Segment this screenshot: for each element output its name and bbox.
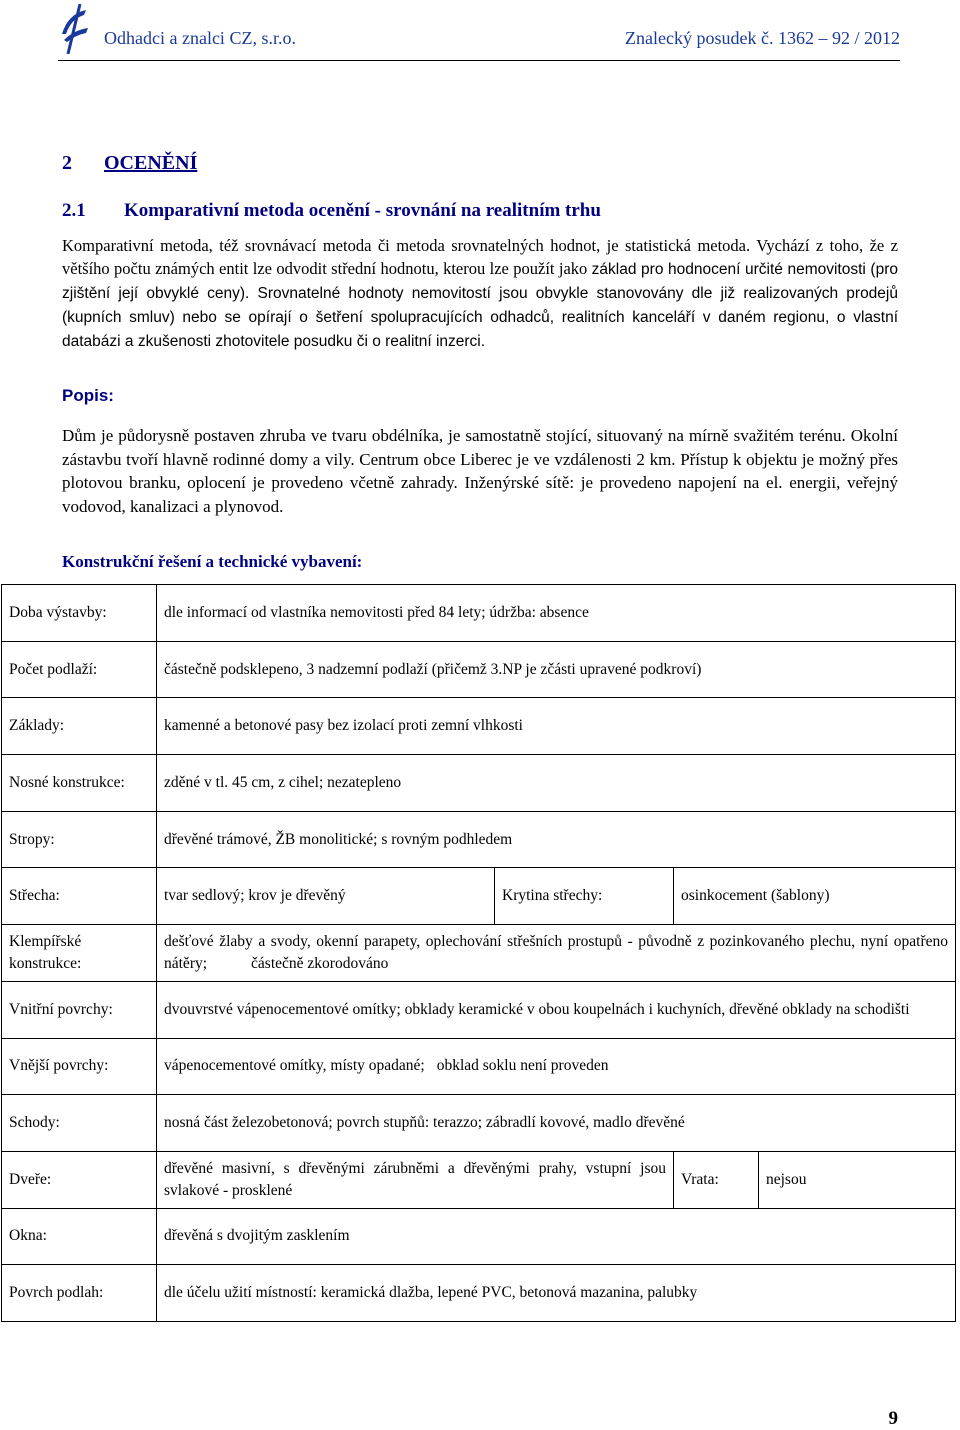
table-row [2,641,956,698]
row-value: dřevěné masivní, s dřevěnými zárubněmi a dřevěnými prahy, vstupní jsou svlakové - prosklené [157,1151,674,1208]
table-row [2,925,956,982]
subsection-number: 2.1 [62,200,86,221]
report-number: Znalecký posudek č. 1362 – 92 / 2012 [625,28,900,48]
table-row [2,755,956,812]
row-value [157,1038,956,1095]
row-value: částečně podsklepeno, 3 nadzemní podlaží (přičemž 3.NP je zčásti upravené podkroví) [157,641,956,698]
row-value: dřevěná s dvojitým zasklením [157,1208,956,1265]
row-value: nosná část železobetonová; povrch stupňů: terazzo; zábradlí kovové, madlo dřevěné [157,1095,956,1152]
subsection-heading [62,200,601,222]
row-label: Okna: [2,1208,157,1265]
table-row [2,811,956,868]
table-row [2,981,956,1038]
section-title: OCENĚNÍ [104,152,198,174]
intro-text-part1: Komparativní metoda, též srovnávací metoda či metoda srovnatelných hodnot, je statistická metoda. Vychází z toho, že z většího počtu známých entit lze odvodit střední hodnotu, kterou lze použít jako [62,236,898,278]
row-value: dvouvrstvé vápenocementové omítky; obklady keramické v obou koupelnách i kuchyních, dřevěné obklady na schodišti [157,981,956,1038]
company-name: Odhadci a znalci CZ, s.r.o. [104,28,296,48]
table-row [2,698,956,755]
section-number: 2 [62,152,72,174]
popis-heading: Popis: [62,386,114,405]
row-label: Dveře: [2,1151,157,1208]
row-value: dle účelu užití místností: keramická dlažba, lepené PVC, betonová mazanina, palubky [157,1265,956,1322]
intro-text-part2: základ pro hodnocení určité nemovitosti (pro zjištění její obvyklé ceny). Srovnatelné hodnoty nemovitostí jsou obvykle stanovovány dle již realizovaných prodejů (kupních smluv) nebo se opírají o šetření spolupracujících odhadců, realitních kanceláří v daném regionu, o vlastní databázi a zkušenosti zhotovitele posudku či o realitní inzerci. [62,261,898,350]
table-row [2,1208,956,1265]
table-row [2,1038,956,1095]
row-label: Základy: [2,698,157,755]
subsection-title: Komparativní metoda ocenění - srovnání na realitním trhu [124,200,601,221]
intro-paragraph [62,234,898,353]
page-header [58,0,900,61]
section-heading [62,152,197,175]
row-value [157,925,956,982]
table-row [2,1265,956,1322]
row-label-secondary: Vrata: [674,1151,759,1208]
table-row [2,868,956,925]
row-value: tvar sedlový; krov je dřevěný [157,868,495,925]
row-value-text-b: obklad soklu není proveden [436,1057,609,1075]
row-value-secondary: osinkocement (šablony) [674,868,956,925]
row-value: kamenné a betonové pasy bez izolací proti zemní vlhkosti [157,698,956,755]
row-label: Povrch podlah: [2,1265,157,1322]
row-label: Vnější povrchy: [2,1038,157,1095]
row-value-text: dešťové žlaby a svody, okenní parapety, oplechování střešních prostupů - původně z pozinkovaného plechu, nyní opatřeno nátěry; [164,932,949,972]
table-row [2,585,956,642]
row-value-secondary: nejsou [759,1151,956,1208]
row-label: Vnitřní povrchy: [2,981,157,1038]
row-label: Nosné konstrukce: [2,755,157,812]
row-label: Doba výstavby: [2,585,157,642]
popis-paragraph: Dům je půdorysně postaven zhruba ve tvaru obdélníka, je samostatně stojící, situovaný na mírně svažitém terénu. Okolní zástavbu tvoří hlavně rodinné domy a vily. Centrum obce Liberec je ve vzdálenosti 2 km. Přístup k objektu je možný přes plotovou branku, oplocení je provedeno včetně zahrady. Inženýrské sítě: je provedeno napojení na el. energii, veřejný vodovod, kanalizaci a plynovod. [62,426,898,516]
row-label: Schody: [2,1095,157,1152]
row-label: Počet podlaží: [2,641,157,698]
row-value: dle informací od vlastníka nemovitosti před 84 lety; údržba: absence [157,585,956,642]
table-row [2,1095,956,1152]
table-row [2,1151,956,1208]
company-logo [58,4,92,54]
row-label: Klempířské konstrukce: [2,925,157,982]
page-number: 9 [888,1408,898,1429]
row-value: zděné v tl. 45 cm, z cihel; nezatepleno [157,755,956,812]
row-value-text-b: částečně zkorodováno [251,954,389,972]
row-label-secondary: Krytina střechy: [495,868,674,925]
row-value: dřevěné trámové, ŽB monolitické; s rovným podhledem [157,811,956,868]
row-label: Střecha: [2,868,157,925]
row-label: Stropy: [2,811,157,868]
construction-heading: Konstrukční řešení a technické vybavení: [62,552,363,571]
row-value-text: vápenocementové omítky, místy opadané; [164,1057,425,1075]
construction-table [1,584,956,1322]
